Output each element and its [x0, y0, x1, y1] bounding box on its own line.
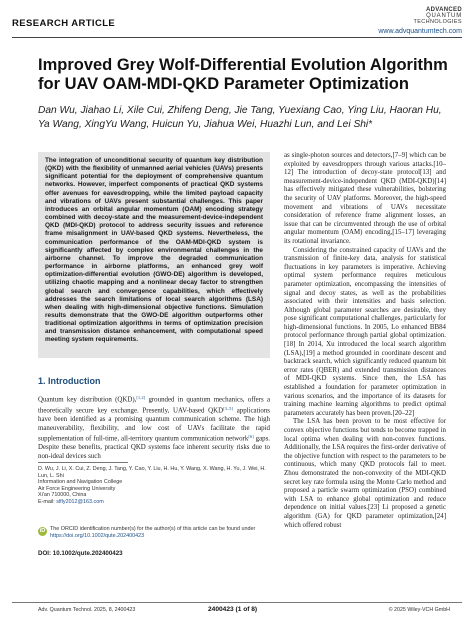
footer-divider: [12, 602, 462, 603]
header-divider: [12, 37, 462, 38]
orcid-note: [38, 526, 270, 544]
intro-text-part: applications have been identified as a promising quantum communication scheme. The high maneuverability, flexibility, and low cost of UAVs facilitate the rapid supplementation of full-time, all-territory quantum communication network: [38, 407, 270, 443]
article-type-label: RESEARCH ARTICLE: [12, 18, 116, 29]
citation-link[interactable]: [3–5]: [223, 405, 234, 411]
journal-logo: [413, 7, 462, 25]
section-heading-introduction: 1. Introduction: [38, 376, 101, 386]
affiliation-names: D. Wu, J. Li, X. Cui, Z. Deng, J. Tang, Y. Cao, Y. Liu, H. Hu, Y. Wang, X. Wang, H. Yu, J. Wei, H. Lun, L. Shi: [38, 466, 266, 479]
orcid-text-body: The ORCID identification number(s) for the author(s) of this article can be found under: [50, 526, 256, 532]
page-header: [12, 6, 462, 36]
affiliation-institution: Information and Navigation College: [38, 479, 123, 486]
citation-link[interactable]: [6]: [248, 434, 254, 440]
orcid-link[interactable]: https://doi.org/10.1002/qute.202400423: [50, 532, 145, 539]
orcid-icon: iD: [39, 528, 46, 534]
footer-journal-citation: Adv. Quantum Technol. 2025, 8, 2400423: [38, 607, 136, 613]
affiliation-city: Xi'an 710000, China: [38, 492, 87, 499]
right-column-text: [284, 152, 446, 530]
article-title: Improved Grey Wolf-Differential Evolution Algorithm for UAV OAM-MDI-QKD Parameter Optimization: [38, 56, 448, 93]
logo-line-advanced: ADVANCED: [426, 7, 462, 13]
journal-website-link[interactable]: www.advquantumtech.com: [378, 28, 462, 35]
logo-line-quantum: QUANTUM: [426, 13, 462, 19]
author-affiliation: [38, 466, 270, 506]
right-column-paragraph-1: as single-photon sources and detectors,[7–9] which can be exploited by eavesdroppers through various attacks.[10–12] The introduction of decoy-state protocol[13] and measurement-device-independent QKD (MDI-QKD)[14] has effectively mitigated these vulnerabilities, bolstering the security of UAV platforms. Moreover, the high-speed movement and vibrations of UAVs necessitate consideration of reference frame alignment losses, an issue that can be circumvented through the use of orbital angular momentum (OAM) encoding,[15–17] leveraging its rotational invariance.: [284, 152, 446, 245]
logo-line-technologies: TECHNOLOGIES: [413, 19, 462, 25]
intro-text-part: grounded in quantum mechanics, offers a theoretically secure key exchange. Presently, UAV-based QKD: [38, 396, 271, 415]
orcid-text: [50, 526, 270, 539]
right-column-paragraph-3: The LSA has been proven to be most effective for convex objective functions but tends to become trapped in local optima when dealing with non-convex functions. Additionally, the LSA requires the first-order derivative of the objective function with respect to the parameters to be continuous, which many QKD protocols fail to meet. Zhou demonstrated the non-convexity of the MDI-QKD secret key rate formula using the Monte Carlo method and proposed a particle swarm optimization (PSO) combined with LSA to enhance global optimization and reduce dependence on initial values.[23] Li proposed a genetic algorithm (GA) for QKD parameter optimization,[24] which offered robust: [284, 418, 446, 529]
footer-copyright: © 2025 Wiley-VCH GmbH: [388, 607, 450, 613]
abstract-box: [38, 152, 270, 358]
right-column-paragraph-2: Considering the constrained capacity of UAVs and the transmission of finite-key data, analysis for statistical fluctuations in key parameters is imperative. Achieving optimal system performance requires meticulous parameter optimization, encompassing the intensities of signal and decoy states, as well as the probabilities associated with their intensities and basis selection. Although global parameter searches are desirable, they pose significant computational challenges, particularly for high-dimensional functions. In 2005, Lo enhanced BB84 protocol performance through partial global optimization.[18] In 2014, Xu introduced the local search algorithm (LSA),[19] a method grounded in coordinate descent and backtrack search, which significantly reduced quantum bit error rates (QBER) and extended transmission distances of MDI-QKD systems. Since then, the LSA has established a foundation for parameter optimization in various scenarios, and the importance of its datasets for training machine learning algorithms to predict optimal parameters accurately has been proven.[20–22]: [284, 246, 446, 417]
email-label: E-mail:: [38, 498, 57, 505]
intro-text-part: Quantum key distribution (QKD),: [38, 396, 137, 404]
affiliation-email-line: [38, 499, 270, 506]
abstract-text: The integration of unconditional security of quantum key distribution (QKD) with the flexibility of unmanned aerial vehicles (UAVs) presents significant potential for the deployment of comprehensive quantum networks. However, imperfect components of practical QKD systems offer avenues for eavesdropping, while the limited payload capacity and vibrations of UAVs present substantial challenges. This paper introduces an orbital angular momentum (OAM) encoding strategy combined with decoy-state and the measurement-device-independent QKD (MDI-QKD) protocol to address security issues and reference frame misalignment in UAV-based QKD systems. Nevertheless, the communication performance of the OAM-MDI-QKD system is significantly affected by complex environmental challenges in the airborne channel. To improve the degraded communication performance in airborne platforms, an enhanced grey wolf optimization-differential evolution (GWO-DE) algorithm is developed, utilizing chaotic mapping and a nonlinear decay factor to strengthen global search and convergence capabilities, which effectively addresses the search limitations of local search algorithms (LSA) when dealing with high-dimensional objective functions. Simulation results demonstrate that the GWO-DE algorithm outperforms other traditional optimization algorithms in terms of optimization precision and transmission distance enhancement, with computational speed meeting system requirements.: [45, 157, 263, 344]
email-link[interactable]: slfly2012@163.com: [56, 498, 104, 505]
affiliation-university: Air Force Engineering University: [38, 485, 116, 492]
article-doi[interactable]: DOI: 10.1002/qute.202400423: [38, 550, 123, 557]
footnote-divider: [38, 462, 128, 463]
introduction-paragraph: [38, 394, 270, 461]
author-list: Dan Wu, Jiahao Li, Xile Cui, Zhifeng Deng, Jie Tang, Yuexiang Cao, Ying Liu, Haoran Hu, Ya Wang, XingYu Wang, Huicun Yu, Jiahua Wei, Huazhi Lun, and Lei Shi*: [38, 105, 442, 130]
footer-page-number: 2400423 (1 of 8): [208, 606, 258, 613]
citation-link[interactable]: [1,2]: [136, 395, 146, 400]
intro-text-part: gaps. Despite these benefits, practical QKD systems face inherent security risks due to non-ideal devices such: [38, 435, 271, 460]
